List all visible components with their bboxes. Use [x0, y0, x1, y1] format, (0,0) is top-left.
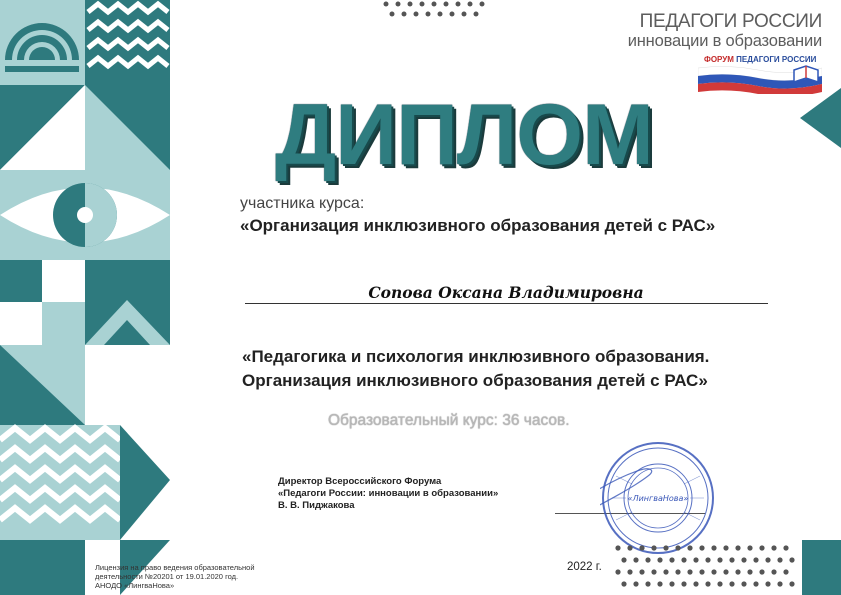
license-line2: деятельности №20201 от 19.01.2020 год. — [95, 572, 239, 581]
header-subtitle: инновации в образовании — [627, 32, 822, 50]
diploma-title: ДИПЛОМ — [275, 87, 653, 183]
course-name-full — [242, 345, 709, 393]
director-title: Директор Всероссийского Форума — [278, 476, 442, 487]
official-stamp — [600, 440, 716, 556]
issue-year: 2022 г. — [567, 561, 602, 573]
license-line1: Лицензия на право ведения образовательной — [95, 563, 255, 572]
decorative-pattern-left — [0, 0, 170, 595]
dots-decoration-top — [380, 0, 492, 22]
director-name: В. В. Пиджакова — [278, 500, 355, 511]
dots-decoration-bottom — [612, 540, 841, 595]
forum-logo-text — [704, 55, 816, 64]
course-name-short: «Организация инклюзивного образования детей с РАС» — [240, 216, 716, 235]
course-full-line2: Организация инклюзивного образования детей с РАС» — [242, 371, 708, 390]
course-full-line1: «Педагогика и психология инклюзивного образования. — [242, 347, 710, 366]
license-info — [95, 563, 255, 590]
recipient-name: Сопова Оксана Владимировна — [368, 283, 644, 302]
course-hours: Образовательный курс: 36 часов. — [328, 412, 570, 429]
diploma-subtitle: участника курса: — [240, 195, 365, 212]
director-signature-block — [278, 476, 498, 512]
forum-logo-red-text: ФОРУМ — [704, 55, 734, 64]
stamp-center-text: «ЛингваНова» — [627, 494, 689, 503]
corner-triangle-decoration — [800, 88, 841, 148]
header-title: ПЕДАГОГИ РОССИИ — [639, 11, 822, 32]
license-line3: АНОДО «ЛингваНова» — [95, 581, 175, 590]
forum-logo-blue-text: ПЕДАГОГИ РОССИИ — [736, 55, 817, 64]
name-underline — [245, 303, 768, 304]
director-org: «Педагоги России: инновации в образовании» — [278, 488, 499, 499]
